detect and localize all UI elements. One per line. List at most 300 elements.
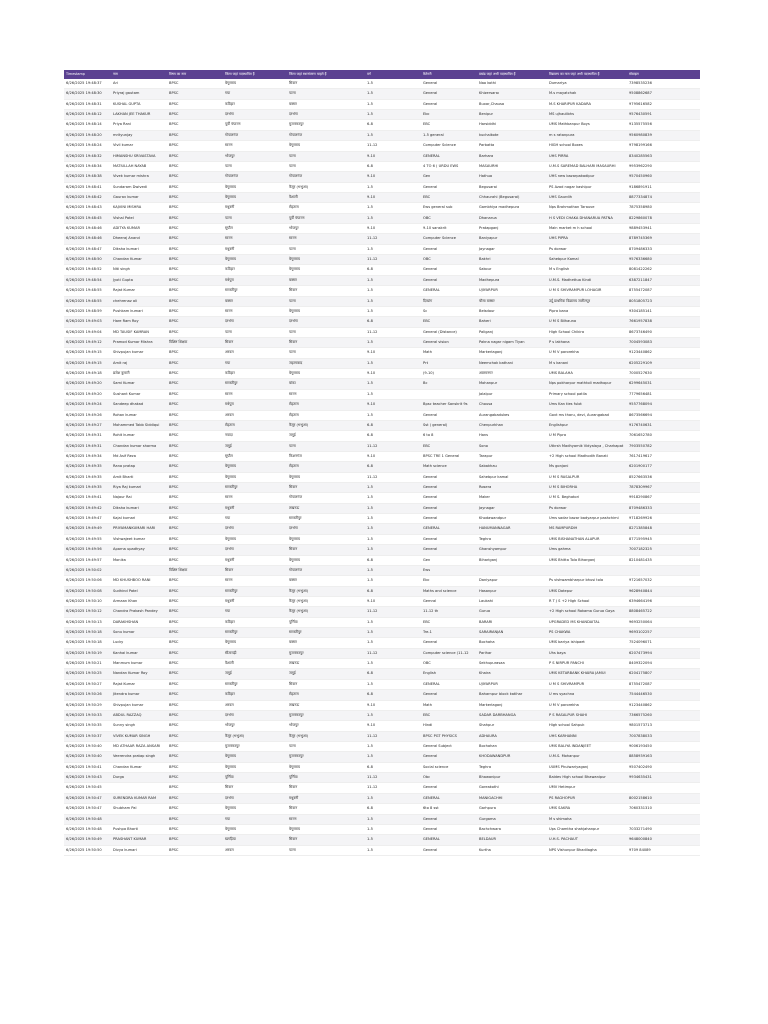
table-cell: Kurtha	[477, 845, 547, 855]
table-cell: General vision	[421, 337, 477, 347]
table-cell: HIMANSHU SRIVASTAVA	[111, 151, 167, 161]
table-cell: BPSC	[167, 534, 223, 544]
table-cell: Ps vishwambharpur bhusi tola	[547, 576, 627, 586]
table-cell: दरभंगा	[223, 545, 287, 555]
table-row	[64, 213, 700, 223]
table-cell: BPSC	[167, 845, 223, 855]
table-cell: Nao kothi	[477, 79, 547, 89]
table-row	[64, 835, 700, 845]
table-cell: 9576430591	[627, 110, 700, 120]
table-cell: Pipra bana	[547, 306, 627, 316]
table-cell: 6/26/2025 19:48:31	[64, 99, 111, 109]
table-cell: Ps dorwar	[547, 503, 627, 513]
table-row	[64, 203, 700, 213]
table-row	[64, 348, 700, 358]
table-cell: BPSC	[167, 659, 223, 669]
table-cell: सारण	[223, 306, 287, 316]
header-row	[64, 70, 700, 79]
table-cell: BPSC	[167, 182, 223, 192]
table-cell: बेगूसराय	[223, 638, 287, 648]
table-cell: BPSC	[167, 441, 223, 451]
table-cell: Gen	[421, 555, 477, 565]
table-cell: 1-5	[365, 545, 421, 555]
table-cell: UMS BALAHA	[547, 369, 627, 379]
table-cell: Khizersaraı	[477, 89, 547, 99]
table-cell: लखनऊ	[287, 700, 365, 710]
table-cell: 1-5	[365, 628, 421, 638]
table-cell: कैमूर (भभुआ)	[287, 607, 365, 617]
table-cell: 9918290867	[627, 493, 700, 503]
table-cell: Tarapur	[477, 451, 547, 461]
table-cell: Nps Brahmothan Tarauve	[547, 203, 627, 213]
table-cell: 1-5	[365, 99, 421, 109]
table-cell: P S NIRPUR PANCHI	[547, 659, 627, 669]
table-cell: Madhepura	[477, 275, 547, 285]
table-cell: Hans	[477, 431, 547, 441]
table-cell: MD KHUSHBOO RANI	[111, 576, 167, 586]
table-cell: भोजपुर	[223, 151, 287, 161]
table-cell: Sami Kumar	[111, 379, 167, 389]
table-cell: BPSC PGT PHYSICS	[421, 731, 477, 741]
table-row	[64, 337, 700, 347]
table-cell: कैमूर (भभुआ)	[287, 420, 365, 430]
table-cell: जमुई	[287, 431, 365, 441]
table-cell: Maker	[477, 493, 547, 503]
table-cell: General (Distance)	[421, 327, 477, 337]
table-cell: बेगूसराय	[287, 534, 365, 544]
table-cell: मधेपुरा	[223, 275, 287, 285]
table-cell: दिव्यांग	[421, 296, 477, 306]
table-cell: Sono	[477, 441, 547, 451]
table-cell: BPSC	[167, 710, 223, 720]
table-cell: Bc	[421, 379, 477, 389]
table-cell: Rohit kumar	[111, 431, 167, 441]
table-cell: पूर्णिया	[223, 773, 287, 783]
table-cell: Parihar	[477, 648, 547, 658]
table-cell: BPSC	[167, 835, 223, 845]
table-cell: 1-5	[365, 710, 421, 720]
table-cell: 9721657032	[627, 576, 700, 586]
table-cell: BPSC	[167, 690, 223, 700]
table-cell: Pratapganj	[477, 224, 547, 234]
table-cell: NPS Vishunpur Bhadilagha	[547, 845, 627, 855]
table-cell: PS CHAKWA	[547, 628, 627, 638]
table-cell: 6-8	[365, 690, 421, 700]
table-cell: ब्रजेश कुमारी	[111, 369, 167, 379]
table-cell	[111, 565, 167, 575]
table-cell: 6/26/2025 19:50:06	[64, 576, 111, 586]
table-row	[64, 420, 700, 430]
table-cell: भोजपुर	[287, 224, 365, 234]
table-cell: भोजपुर	[287, 721, 365, 731]
table-cell: 6/26/2025 19:48:59	[64, 306, 111, 316]
table-row	[64, 234, 700, 244]
table-cell: 6/26/2025 19:49:18	[64, 369, 111, 379]
table-cell: U ms syachna	[547, 690, 627, 700]
table-cell: 6/26/2025 19:48:50	[64, 255, 111, 265]
table-cell: Chenpurkhan	[477, 420, 547, 430]
table-cell: पटना	[287, 845, 365, 855]
table-cell: UHS KARHANNI	[547, 731, 627, 741]
table-cell: सिवान	[287, 79, 365, 89]
table-row	[64, 400, 700, 410]
table-cell: Baheri	[477, 317, 547, 327]
table-cell: पटना	[287, 441, 365, 451]
table-cell	[627, 814, 700, 824]
table-row	[64, 752, 700, 762]
table-cell: BPSC	[167, 472, 223, 482]
table-cell: रोहतास	[287, 462, 365, 472]
table-cell: BPSC	[167, 824, 223, 834]
table-row	[64, 565, 700, 575]
table-cell: General	[421, 89, 477, 99]
table-row	[64, 244, 700, 254]
table-cell: सारण	[223, 576, 287, 586]
table-cell: गोपालगंज	[287, 493, 365, 503]
table-row	[64, 845, 700, 855]
table-cell: मुजफ्फरपुर	[287, 710, 365, 720]
column-header: विद्यालय का नाम जहां अभी पदस्थापित हैं	[547, 70, 627, 79]
table-cell: Ums gahma	[547, 545, 627, 555]
table-cell: पूर्वी चंपारण	[287, 213, 365, 223]
table-cell: 6/26/2025 19:48:55	[64, 286, 111, 296]
table-cell: (9-10)	[421, 369, 477, 379]
table-cell: 7878309967	[627, 483, 700, 493]
table-cell: समस्तीपुर	[223, 628, 287, 638]
table-cell: OBC	[421, 659, 477, 669]
table-cell: Math science	[421, 462, 477, 472]
table-cell: MASAURHI	[477, 161, 547, 171]
table-cell: 6/26/2025 19:50:45	[64, 783, 111, 793]
table-cell: Gen	[421, 172, 477, 182]
table-cell: m s ratanpura	[547, 130, 627, 140]
table-cell: सारण	[223, 234, 287, 244]
table-cell: Nps pokharpur mathtoli madhopur	[547, 379, 627, 389]
table-cell: 8858939163	[627, 752, 700, 762]
table-cell: Veerendra pratap singh	[111, 752, 167, 762]
table-cell: Hindi	[421, 721, 477, 731]
table-cell: Tre-1	[421, 628, 477, 638]
table-cell: Vivek kumar mishra	[111, 172, 167, 182]
table-cell: 8229860078	[627, 213, 700, 223]
table-cell: OBC	[421, 213, 477, 223]
table-cell: Baharnpur block katihar	[477, 690, 547, 700]
table-cell: 8002158610	[627, 793, 700, 803]
table-cell: 9176740631	[627, 420, 700, 430]
table-cell: 6/26/2025 19:50:29	[64, 700, 111, 710]
table-cell: UMS BALIYA INDANJEET	[547, 742, 627, 752]
table-cell: 6-8	[365, 462, 421, 472]
table-cell: ABDUL RAZZAQ	[111, 710, 167, 720]
table-header	[64, 70, 700, 79]
table-cell: समस्तीपुर	[223, 286, 287, 296]
table-cell	[477, 565, 547, 575]
table-cell	[421, 389, 477, 399]
table-cell: Sahebpur Kamal	[547, 255, 627, 265]
table-cell: General	[421, 545, 477, 555]
table-cell: Chandra Prakash Pandey	[111, 607, 167, 617]
table-cell: 9-10	[365, 700, 421, 710]
table-cell: 6/26/2025 19:50:40	[64, 742, 111, 752]
table-cell: 6/26/2025 19:48:32	[64, 151, 111, 161]
table-cell: सिवान	[287, 545, 365, 555]
table-cell: BPSC	[167, 400, 223, 410]
table-cell: 1-5	[365, 306, 421, 316]
table-cell: रोहतास	[223, 420, 287, 430]
table-cell: गोपालगंज	[287, 565, 365, 575]
table-cell: 6/26/2025 19:49:34	[64, 451, 111, 461]
table-cell: 6/26/2025 19:50:47	[64, 804, 111, 814]
table-cell: 8789745369	[627, 234, 700, 244]
table-cell: Jitendra kumar	[111, 690, 167, 700]
table-cell: 8673566694	[627, 410, 700, 420]
table-cell: रोहतास	[287, 410, 365, 420]
table-cell: Sandeep dhakad	[111, 400, 167, 410]
table-cell: 6/26/2025 19:49:42	[64, 503, 111, 513]
table-cell: 9718269926	[627, 514, 700, 524]
table-row	[64, 793, 700, 803]
table-cell: 6/26/2025 19:49:20	[64, 389, 111, 399]
table-cell: BPSC	[167, 348, 223, 358]
table-cell: 8271385848	[627, 524, 700, 534]
table-cell: 6/26/2025 19:49:47	[64, 514, 111, 524]
table-cell: 6/26/2025 19:48:20	[64, 130, 111, 140]
table-cell: Diksha kumari	[111, 503, 167, 513]
table-cell: 6/26/2025 19:50:33	[64, 710, 111, 720]
table-cell: UMS KETARBANK KHAIRA JAMUI	[547, 669, 627, 679]
table-cell: General	[421, 99, 477, 109]
table-cell: 6/26/2025 19:48:38	[64, 172, 111, 182]
table-row	[64, 731, 700, 741]
table-cell: U M V parorekha	[547, 348, 627, 358]
table-cell: 8771595945	[627, 534, 700, 544]
table-cell: Chandan Kumar	[111, 762, 167, 772]
table-cell: सिवान	[287, 483, 365, 493]
table-cell: Math	[421, 700, 477, 710]
table-cell: 6to 8 sst	[421, 804, 477, 814]
table-cell: 6/26/2025 19:50:25	[64, 669, 111, 679]
table-cell: ADITYA KUMAR	[111, 224, 167, 234]
table-cell: ADHAURA	[477, 731, 547, 741]
table-cell: U M S. Beghatori	[547, 493, 627, 503]
table-cell: Lucky	[111, 638, 167, 648]
table-cell: 1-5	[365, 389, 421, 399]
table-cell: 7875358980	[627, 203, 700, 213]
table-cell: English	[421, 669, 477, 679]
column-header: नाम	[111, 70, 167, 79]
table-cell: बेगूसराय	[223, 472, 287, 482]
table-cell: 9186891911	[627, 182, 700, 192]
table-cell: BARARI	[477, 617, 547, 627]
table-cell: 7661957838	[627, 317, 700, 327]
table-cell: 11-12	[365, 783, 421, 793]
table-cell: General	[421, 182, 477, 192]
table-cell: बेगूसराय	[223, 752, 287, 762]
table-cell: UJIYARPUR	[477, 286, 547, 296]
table-cell: BPSC	[167, 141, 223, 151]
table-cell: Riya Raj kumari	[111, 483, 167, 493]
table-cell: 11-12	[365, 472, 421, 482]
table-cell: 6/26/2025 19:48:24	[64, 141, 111, 151]
table-cell: 9123440862	[627, 348, 700, 358]
table-row	[64, 638, 700, 648]
table-cell: EBC	[421, 120, 477, 130]
table-cell: पूर्वी चंपारण	[223, 120, 287, 130]
table-cell: 1-5	[365, 824, 421, 834]
table-cell: 6/26/2025 19:50:37	[64, 731, 111, 741]
table-cell: M s kanani	[547, 358, 627, 368]
table-cell: खगड़िया	[223, 835, 287, 845]
table-cell: 6387211847	[627, 275, 700, 285]
table-cell: BPSC	[167, 514, 223, 524]
table-cell: दरभंगा	[223, 710, 287, 720]
table-cell: 6/26/2025 19:48:52	[64, 265, 111, 275]
table-cell: 1-5	[365, 296, 421, 306]
table-cell: BPSC	[167, 628, 223, 638]
table-cell: UPGRADED MS KHANDAITAL	[547, 617, 627, 627]
table-cell: Sc	[421, 306, 477, 316]
table-cell: 9560980839	[627, 130, 700, 140]
table-cell: 9507402490	[627, 762, 700, 772]
table-cell: विशिष्ट शिक्षक	[167, 337, 223, 347]
table-cell: BPSC	[167, 120, 223, 130]
table-cell: BPSC	[167, 110, 223, 120]
table-cell: बेगूसराय	[287, 255, 365, 265]
table-cell: वैशाली	[223, 659, 287, 669]
table-cell: Gurgama	[477, 814, 547, 824]
table-cell: रोहतास	[287, 690, 365, 700]
table-cell: Begusarai	[477, 182, 547, 192]
table-cell: General	[421, 265, 477, 275]
table-cell: चौसा बक्सर	[477, 296, 547, 306]
table-row	[64, 524, 700, 534]
table-cell: पटना	[223, 161, 287, 171]
table-cell: Divya kumari	[111, 845, 167, 855]
table-cell: बेगूसराय	[223, 824, 287, 834]
table-cell: गया	[223, 814, 287, 824]
table-cell: 1-5	[365, 576, 421, 586]
table-cell: GENERAL	[421, 679, 477, 689]
table-cell: EBC	[421, 441, 477, 451]
table-cell: 6/26/2025 19:49:03	[64, 317, 111, 327]
table-cell: 1-5	[365, 835, 421, 845]
table-cell: U.M.S. Mohanpur	[547, 752, 627, 762]
table-cell: समस्तीपुर	[223, 483, 287, 493]
table-cell: Chousa	[477, 400, 547, 410]
table-cell: दरभंगा	[287, 317, 365, 327]
table-cell: Paliganj	[477, 327, 547, 337]
table-cell: 7060331310	[627, 804, 700, 814]
table-cell: PRIYAMANKUMARI HARI	[111, 524, 167, 534]
table-cell: 6/26/2025 19:49:41	[64, 493, 111, 503]
table-cell: 11-12	[365, 141, 421, 151]
table-cell: 6201900177	[627, 462, 700, 472]
table-cell: BPSC	[167, 172, 223, 182]
table-cell: General	[421, 752, 477, 762]
table-cell: 1-5	[365, 503, 421, 513]
table-cell: Sakour	[477, 265, 547, 275]
table-cell: HIGH school Boxes	[547, 141, 627, 151]
table-row	[64, 762, 700, 772]
table-cell: BPSC TRE 1 General	[421, 451, 477, 461]
table-cell: 1-5	[365, 659, 421, 669]
table-cell: 8709486333	[627, 244, 700, 254]
table-cell: mrityunjay	[111, 130, 167, 140]
table-cell: मधुबनी	[223, 503, 287, 513]
table-cell: 9-10	[365, 224, 421, 234]
table-cell: 6/26/2025 19:50:47	[64, 793, 111, 803]
table-cell: किशनगंज	[287, 451, 365, 461]
table-cell: मधुबनी	[223, 244, 287, 254]
table-cell: 6/26/2025 19:48:55	[64, 296, 111, 306]
table-cell: BPSC	[167, 586, 223, 596]
table-cell: 6/26/2025 19:50:10	[64, 596, 111, 606]
table-cell	[111, 814, 167, 824]
table-cell: सारण	[223, 141, 287, 151]
table-cell: 6/26/2025 19:48:12	[64, 110, 111, 120]
table-cell: BPSC	[167, 503, 223, 513]
table-cell: BPSC	[167, 783, 223, 793]
table-row	[64, 130, 700, 140]
table-cell: मुजफ्फरपुर	[287, 648, 365, 658]
column-header: जिला जहां पदस्थापित हैं	[223, 70, 287, 79]
table-cell: High school Sahpuk	[547, 721, 627, 731]
table-cell: Pushkam kumari	[111, 306, 167, 316]
table-cell: 1-5	[365, 130, 421, 140]
table-row	[64, 369, 700, 379]
table-cell: बांका	[287, 379, 365, 389]
table-cell: BPSC	[167, 130, 223, 140]
table-cell: 6/26/2025 19:50:18	[64, 628, 111, 638]
table-cell: General	[421, 638, 477, 648]
table-cell: उर्दू प्राथमिक विद्यालय जलीलपुर	[547, 296, 627, 306]
table-cell: सिवान	[287, 286, 365, 296]
table-cell: 6/26/2025 19:48:34	[64, 161, 111, 171]
table-row	[64, 804, 700, 814]
table-row	[64, 161, 700, 171]
table-cell: 6/26/2025 19:48:47	[64, 244, 111, 254]
table-cell: SADAR DARBHANGA	[477, 710, 547, 720]
table-cell: जमुई	[287, 669, 365, 679]
table-cell: General	[421, 824, 477, 834]
table-row	[64, 79, 700, 89]
table-cell: BPSC	[167, 773, 223, 783]
table-cell: सिवान	[223, 783, 287, 793]
table-cell: कटिहार	[223, 369, 287, 379]
table-cell: Chandan kumar sharma	[111, 441, 167, 451]
table-cell: Laukahi	[477, 596, 547, 606]
table-cell: 8210481435	[627, 555, 700, 565]
table-cell: 6/26/2025 19:48:41	[64, 182, 111, 192]
table-cell: Md Asif Reza	[111, 451, 167, 461]
table-cell: बेगूसराय	[223, 762, 287, 772]
table-cell: 6/26/2025 19:50:43	[64, 773, 111, 783]
table-cell: Math	[421, 348, 477, 358]
table-cell: सिवान	[287, 783, 365, 793]
table-cell: Mohanpur	[477, 379, 547, 389]
table-cell: 8340285563	[627, 151, 700, 161]
table-cell: 1-5	[365, 410, 421, 420]
table-cell: General	[421, 410, 477, 420]
table-cell: GENERAL	[421, 151, 477, 161]
table-cell: Kajal kumari	[111, 514, 167, 524]
table-cell: EBC	[421, 710, 477, 720]
table-cell: बेगूसराय	[223, 182, 287, 192]
table-cell: BPSC	[167, 410, 223, 420]
table-cell: Sunny singh	[111, 721, 167, 731]
table-cell: 6/26/2025 19:50:41	[64, 762, 111, 772]
table-cell: UMS BISHANATHAN ALAPUR	[547, 534, 627, 544]
